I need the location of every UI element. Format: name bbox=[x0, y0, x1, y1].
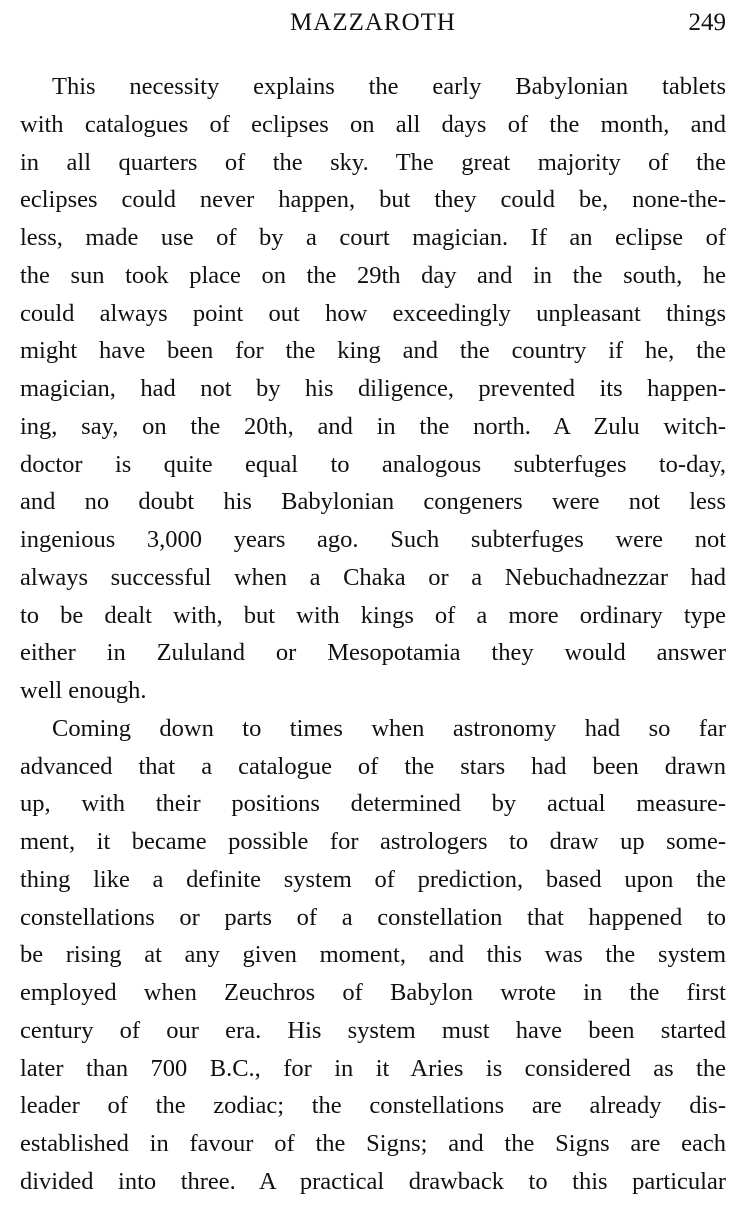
running-title: MAZZAROTH bbox=[290, 9, 456, 36]
text-line: could always point out how exceedingly unpleasant things bbox=[20, 299, 726, 327]
text-line: up, with their positions determined by actual measure- bbox=[20, 790, 726, 818]
text-line: be rising at any given moment, and this was the system bbox=[20, 941, 726, 969]
text-line: thing like a definite system of prediction, based upon the bbox=[20, 865, 726, 893]
text-line: well enough. bbox=[20, 677, 147, 704]
page-number: 249 bbox=[688, 9, 726, 36]
text-line: magician, had not by his diligence, prevented its happen- bbox=[20, 375, 726, 402]
text-line: constellations or parts of a constellation that happened to bbox=[20, 903, 726, 931]
paragraph bbox=[20, 68, 726, 710]
text-line: might have been for the king and the country if he, the bbox=[20, 337, 726, 365]
text-line: Coming down to times when astronomy had so far bbox=[52, 714, 726, 742]
text-line: either in Zululand or Mesopotamia they would answer bbox=[20, 639, 726, 667]
book-page bbox=[20, 6, 726, 1212]
text-line: leader of the zodiac; the constellations are already dis- bbox=[20, 1092, 726, 1120]
text-line: eclipses could never happen, but they could be, none-the- bbox=[20, 186, 726, 214]
text-line: always successful when a Chaka or a Nebuchadnezzar had bbox=[20, 563, 726, 591]
text-line: employed when Zeuchros of Babylon wrote in the first bbox=[20, 979, 726, 1006]
text-line: ingenious 3,000 years ago. Such subterfuges were not bbox=[20, 526, 726, 553]
text-line: century of our era. His system must have been started bbox=[20, 1016, 726, 1044]
text-line: the sun took place on the 29th day and in the south, he bbox=[20, 261, 726, 289]
text-line: in all quarters of the sky. The great majority of the bbox=[20, 148, 726, 176]
paragraph bbox=[20, 710, 726, 1201]
text-line: established in favour of the Signs; and the Signs are each bbox=[20, 1130, 726, 1157]
text-line: with catalogues of eclipses on all days of the month, and bbox=[20, 110, 726, 138]
text-line: divided into three. A practical drawback to this particular bbox=[20, 1167, 726, 1195]
text-line: doctor is quite equal to analogous subterfuges to-day, bbox=[20, 450, 726, 478]
text-line: later than 700 B.C., for in it Aries is considered as the bbox=[20, 1054, 726, 1082]
text-line: to be dealt with, but with kings of a more ordinary type bbox=[20, 601, 726, 629]
text-line: This necessity explains the early Babylonian tablets bbox=[52, 73, 726, 100]
text-line: less, made use of by a court magician. If an eclipse of bbox=[20, 224, 726, 251]
text-line: ment, it became possible for astrologers to draw up some- bbox=[20, 828, 726, 855]
body-text bbox=[20, 68, 726, 1201]
text-line: ing, say, on the 20th, and in the north. A Zulu witch- bbox=[20, 412, 726, 440]
running-head bbox=[20, 6, 726, 40]
text-line: advanced that a catalogue of the stars had been drawn bbox=[20, 752, 726, 780]
text-line: and no doubt his Babylonian congeners were not less bbox=[20, 488, 726, 516]
